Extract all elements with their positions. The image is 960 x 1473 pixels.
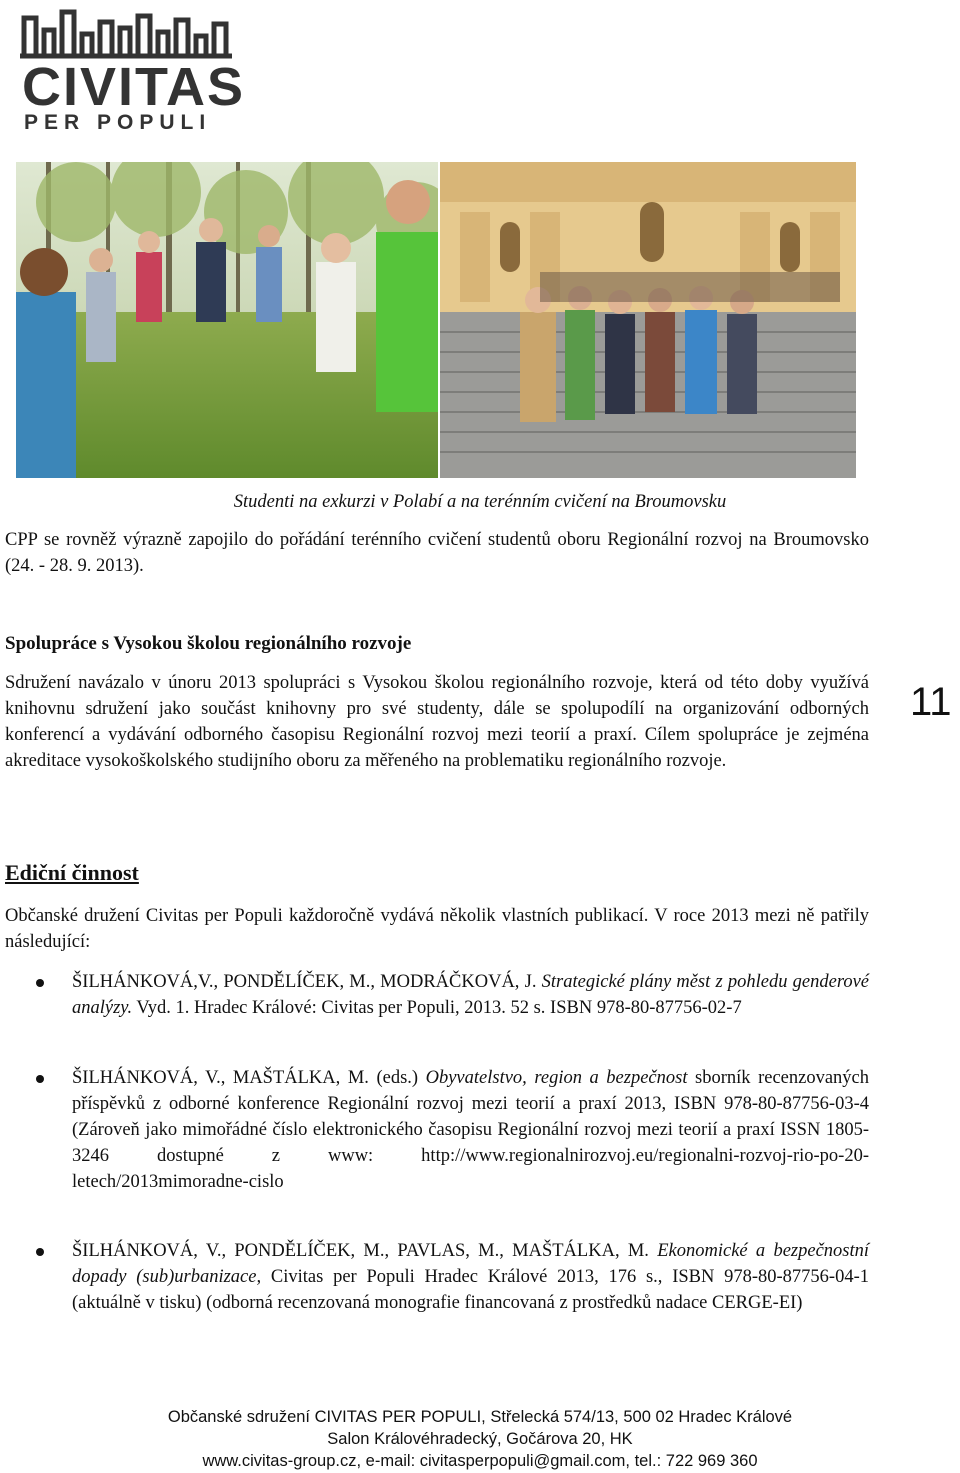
cpp-paragraph: CPP se rovněž výrazně zapojilo do pořádání terénního cvičení studentů oboru Regionální rozvoj na Broumovsko (24. - 28. 9. 2013). bbox=[5, 530, 869, 576]
civitas-logo bbox=[18, 8, 246, 136]
logo-subtitle: PER POPULI bbox=[24, 111, 212, 134]
logo-wordmark: CIVITAS bbox=[22, 57, 246, 117]
photo-caption: Studenti na exkurzi v Polabí a na terénním cvičení na Broumovsku bbox=[233, 492, 727, 512]
publication-authors: ŠILHÁNKOVÁ, V., PONDĚLÍČEK, M., PAVLAS, M., MAŠTÁLKA, M. bbox=[72, 1241, 649, 1261]
city-skyline-logo-icon bbox=[18, 8, 242, 60]
publication-title: Strategické plány měst z pohledu genderové analýzy. bbox=[72, 972, 870, 1018]
footer-contact: www.civitas-group.cz, e-mail: civitasperpopuli@gmail.com, tel.: 722 969 360 bbox=[202, 1452, 758, 1470]
publication-item bbox=[72, 1065, 869, 1195]
footer-address: Občanské sdružení CIVITAS PER POPULI, Střelecká 574/13, 500 02 Hradec Králové bbox=[167, 1408, 793, 1426]
group-on-stairs-photo bbox=[440, 162, 856, 478]
page-footer bbox=[0, 1406, 960, 1472]
publication-item bbox=[72, 969, 869, 1021]
publication-title: Ekonomické a bezpečnostní dopady (sub)urbanizace, bbox=[72, 1241, 870, 1287]
bullet-icon bbox=[36, 1248, 44, 1256]
cooperation-paragraph: Sdružení navázalo v únoru 2013 spolupráci s Vysokou školou regionálního rozvoje, která od této doby využívá knihovnu sdružení jako součást knihovny pro své studenty, dále se spolupodílí na organizování odborných konferencí a vydávání odborného časopisu Regionální rozvoj mezi teorií a praxí. Cílem spolupráce je zejména akreditace vysokoškolského studijního oboru za měřeného na problematiku regionálního rozvoje. bbox=[5, 673, 869, 771]
bullet-icon bbox=[36, 1075, 44, 1083]
publication-item bbox=[72, 1238, 869, 1316]
cooperation-heading: Spolupráce s Vysokou školou regionálního rozvoje bbox=[5, 633, 412, 654]
footer-salon: Salon Královéhradecký, Gočárova 20, HK bbox=[327, 1430, 633, 1448]
publication-details: sborník recenzovaných příspěvků z odborné konference Regionální rozvoj mezi teorií a praxí 2013, ISBN 978-80-87756-03-4 (Zároveň jako mimořádné číslo elektronického časopisu Regionální rozvoj mezi teorií a praxí ISSN 1805-3246 dostupné z www: http://www.regionalnirozvoj.eu/regionalni-rozvoj-rio-po-20-letech/2013mimoradne-cislo bbox=[72, 1068, 870, 1192]
publication-authors: ŠILHÁNKOVÁ, V., MAŠTÁLKA, M. (eds.) bbox=[72, 1068, 419, 1088]
page-number: 11 bbox=[910, 680, 952, 724]
publication-authors: ŠILHÁNKOVÁ,V., PONDĚLÍČEK, M., MODRÁČKOVÁ, J. bbox=[72, 972, 537, 992]
bullet-icon bbox=[36, 979, 44, 987]
editorial-heading: Ediční činnost bbox=[5, 860, 139, 885]
editorial-intro: Občanské družení Civitas per Populi každoročně vydává několik vlastních publikací. V roce 2013 mezi ně patřily následující: bbox=[5, 906, 869, 952]
excursion-photo bbox=[16, 162, 438, 478]
publication-details: Civitas per Populi Hradec Králové 2013, 176 s., ISBN 978-80-87756-04-1 (aktuálně v tisku) (odborná recenzovaná monografie financovaná z prostředků nadace CERGE-EI) bbox=[72, 1267, 870, 1313]
publication-details: Vyd. 1. Hradec Králové: Civitas per Populi, 2013. 52 s. ISBN 978-80-87756-02-7 bbox=[136, 998, 742, 1018]
publication-title: Obyvatelstvo, region a bezpečnost bbox=[425, 1068, 688, 1088]
